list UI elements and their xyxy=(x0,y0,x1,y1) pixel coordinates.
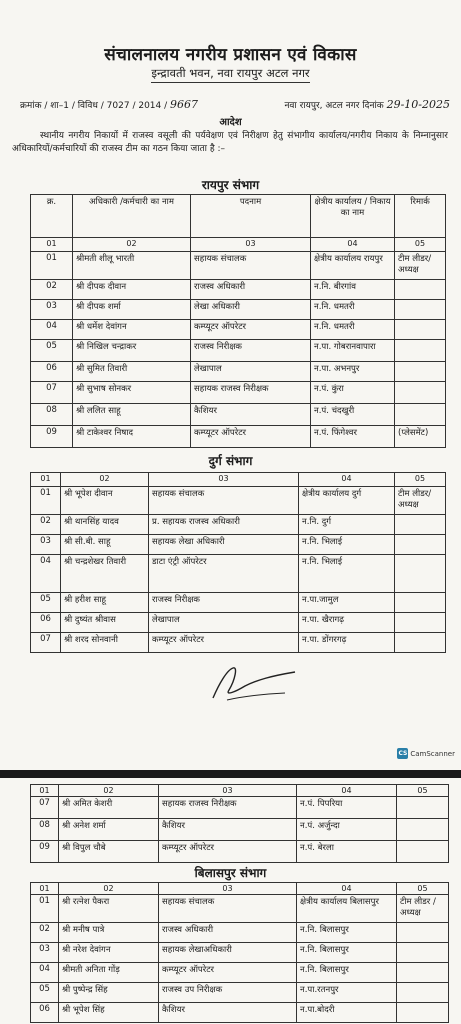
table-row xyxy=(31,963,449,983)
cell-office: न.नि. भिलाई xyxy=(299,555,395,593)
table-row xyxy=(31,487,446,515)
column-number: 02 xyxy=(61,473,149,487)
table-row xyxy=(31,797,449,819)
cell-office: क्षेत्रीय कार्यालय दुर्ग xyxy=(299,487,395,515)
camscanner-watermark: CS CamScanner xyxy=(398,749,455,758)
cell-designation: लेखा अधिकारी xyxy=(191,300,311,320)
cell-remark xyxy=(395,555,446,593)
cell-office: न.पा.बोदरी xyxy=(297,1003,397,1023)
camscanner-logo-icon: CS xyxy=(398,750,408,757)
table-row xyxy=(31,819,449,841)
cell-office: न.पं. कुंरा xyxy=(311,382,395,404)
cell-office: न.नि. बीरगांव xyxy=(311,280,395,300)
cell-office: न.नि. धमतरी xyxy=(311,300,395,320)
cell-office: न.नि. बिलासपुर xyxy=(297,923,397,943)
cell-name: श्री रत्नेश पैकरा xyxy=(59,895,159,923)
column-number: 01 xyxy=(31,883,59,895)
cell-name: श्री अनेश शर्मा xyxy=(59,819,159,841)
column-number: 03 xyxy=(191,238,311,252)
col-office: क्षेत्रीय कार्यालय / निकाय का नाम xyxy=(311,195,395,238)
table-row xyxy=(31,593,446,613)
cell-name: श्री टाकेश्वर निषाद xyxy=(73,426,191,448)
cell-office: न.नि. बिलासपुर xyxy=(297,963,397,983)
cell-remark xyxy=(395,613,446,633)
cell-designation: सहायक संचालक xyxy=(159,895,297,923)
table-row xyxy=(31,613,446,633)
cell-designation: कम्प्यूटर ऑपरेटर xyxy=(191,426,311,448)
cell-name: श्री शरद सोनवानी xyxy=(61,633,149,653)
department-title: संचालनालय नगरीय प्रशासन एवं विकास xyxy=(104,45,357,65)
table-row xyxy=(31,943,449,963)
cell-designation: राजस्व निरीक्षक xyxy=(191,340,311,362)
table-row xyxy=(31,841,449,863)
cell-serial: 02 xyxy=(31,280,73,300)
cell-remark xyxy=(395,280,446,300)
cell-serial: 07 xyxy=(31,633,61,653)
cell-remark xyxy=(397,983,449,1003)
cell-designation: कम्प्यूटर ऑपरेटर xyxy=(159,963,297,983)
cell-remark xyxy=(397,841,449,863)
reference-number: क्रमांक / शा–1 / विविध / 7027 / 2014 / xyxy=(20,101,170,111)
table-row xyxy=(31,535,446,555)
cell-designation: राजस्व निरीक्षक xyxy=(149,593,299,613)
cell-remark xyxy=(395,593,446,613)
cell-serial: 03 xyxy=(31,300,73,320)
cell-designation: सहायक लेखा अधिकारी xyxy=(149,535,299,555)
cell-designation: लेखापाल xyxy=(191,362,311,382)
cell-remark: टीम लीडर /अध्यक्ष xyxy=(397,895,449,923)
cell-serial: 07 xyxy=(31,382,73,404)
column-number: 05 xyxy=(397,785,449,797)
cell-designation: राजस्व अधिकारी xyxy=(159,923,297,943)
cell-office: न.नि. धमतरी xyxy=(311,320,395,340)
column-number: 04 xyxy=(299,473,395,487)
cell-designation: कम्प्यूटर ऑपरेटर xyxy=(191,320,311,340)
cell-office: न.नि. भिलाई xyxy=(299,535,395,555)
cell-designation: सहायक संचालक xyxy=(149,487,299,515)
cell-remark xyxy=(395,340,446,362)
department-address: इन्द्रावती भवन, नवा रायपुर अटल नगर xyxy=(0,66,461,81)
cell-designation: राजस्व उप निरीक्षक xyxy=(159,983,297,1003)
column-number: 03 xyxy=(149,473,299,487)
durg-team-table xyxy=(30,472,446,653)
table-row xyxy=(31,300,446,320)
cell-name: श्री भूपेश सिंह xyxy=(59,1003,159,1023)
cell-designation: डाटा एंट्री ऑपरेटर xyxy=(149,555,299,593)
cell-name: श्री हरीश साहू xyxy=(61,593,149,613)
cell-designation: सहायक लेखाअधिकारी xyxy=(159,943,297,963)
table-row xyxy=(31,280,446,300)
signature xyxy=(205,660,300,705)
table-row xyxy=(31,404,446,426)
cell-office: न.पं. चंदखुरी xyxy=(311,404,395,426)
cell-remark xyxy=(397,797,449,819)
cell-office: न.पा.जामुल xyxy=(299,593,395,613)
raipur-division-title: रायपुर संभाग xyxy=(201,178,260,192)
cell-remark: टीम लीडर/अध्यक्ष xyxy=(395,252,446,280)
reference-number-handwritten: 9667 xyxy=(170,98,198,111)
column-number: 01 xyxy=(31,473,61,487)
cell-name: श्री विपुल चौबे xyxy=(59,841,159,863)
cell-remark xyxy=(395,535,446,555)
column-number: 05 xyxy=(395,238,446,252)
cell-remark xyxy=(397,943,449,963)
table-row xyxy=(31,340,446,362)
table-row xyxy=(31,426,446,448)
cell-office: न.पा.रतनपुर xyxy=(297,983,397,1003)
cell-serial: 02 xyxy=(31,923,59,943)
cell-serial: 05 xyxy=(31,983,59,1003)
table-row xyxy=(31,320,446,340)
cell-name: श्री सुभाष सोनकर xyxy=(73,382,191,404)
cell-serial: 04 xyxy=(31,320,73,340)
column-number: 03 xyxy=(159,883,297,895)
table-row xyxy=(31,1003,449,1023)
cell-serial: 05 xyxy=(31,593,61,613)
cell-office: न.पा. अभनपुर xyxy=(311,362,395,382)
column-number-row xyxy=(31,785,449,797)
cell-designation: कैशियर xyxy=(159,1003,297,1023)
table-row xyxy=(31,252,446,280)
column-number: 03 xyxy=(159,785,297,797)
cell-name: श्री नरेश देवांगन xyxy=(59,943,159,963)
cell-name: श्री दीपक शर्मा xyxy=(73,300,191,320)
cell-serial: 08 xyxy=(31,404,73,426)
table-row xyxy=(31,923,449,943)
table-header-row xyxy=(31,195,446,238)
cell-designation: सहायक राजस्व निरीक्षक xyxy=(191,382,311,404)
cell-serial: 06 xyxy=(31,1003,59,1023)
cell-name: श्री भूपेश दीवान xyxy=(61,487,149,515)
cell-office: न.पा. डोंगरगढ़ xyxy=(299,633,395,653)
column-number: 04 xyxy=(297,883,397,895)
col-designation: पदनाम xyxy=(191,195,311,238)
cell-serial: 02 xyxy=(31,515,61,535)
table-row xyxy=(31,362,446,382)
cell-serial: 05 xyxy=(31,340,73,362)
cell-name: श्री दीपक दीवान xyxy=(73,280,191,300)
cell-remark: (प्लेसमेंट) xyxy=(395,426,446,448)
table-row xyxy=(31,895,449,923)
cell-designation: कम्प्यूटर ऑपरेटर xyxy=(149,633,299,653)
cell-serial: 08 xyxy=(31,819,59,841)
cell-name: श्री ललित साहू xyxy=(73,404,191,426)
cell-serial: 09 xyxy=(31,841,59,863)
document-page-2 xyxy=(0,778,461,1024)
durg-division-title: दुर्ग संभाग xyxy=(208,454,253,468)
table-row xyxy=(31,515,446,535)
column-number-row xyxy=(31,238,446,252)
cell-designation: कम्प्यूटर ऑपरेटर xyxy=(159,841,297,863)
bilaspur-team-table xyxy=(30,882,449,1023)
cell-serial: 06 xyxy=(31,613,61,633)
cell-remark xyxy=(395,382,446,404)
cell-serial: 06 xyxy=(31,362,73,382)
column-number: 05 xyxy=(397,883,449,895)
column-number: 04 xyxy=(311,238,395,252)
column-number: 02 xyxy=(73,238,191,252)
cell-office: न.नि. बिलासपुर xyxy=(297,943,397,963)
column-number: 04 xyxy=(297,785,397,797)
cell-office: न.पं. पिपरिया xyxy=(297,797,397,819)
cell-remark xyxy=(397,1003,449,1023)
cell-serial: 03 xyxy=(31,943,59,963)
column-number-row xyxy=(31,473,446,487)
cell-remark xyxy=(395,320,446,340)
cell-name: श्री दुष्यंत श्रीवास xyxy=(61,613,149,633)
table-row xyxy=(31,382,446,404)
cell-name: श्री सी.बी. साहू xyxy=(61,535,149,555)
cell-serial: 01 xyxy=(31,252,73,280)
cell-serial: 09 xyxy=(31,426,73,448)
page-top-edge xyxy=(0,0,461,3)
column-number: 01 xyxy=(31,238,73,252)
cell-name: श्रीमती अनिता गोंड़ xyxy=(59,963,159,983)
cell-office: न.पं. फिंगेश्वर xyxy=(311,426,395,448)
durg-team-table-continued xyxy=(30,784,449,863)
place-date: नवा रायपुर, अटल नगर दिनांक 29-10-2025 xyxy=(284,98,450,111)
table-row xyxy=(31,633,446,653)
bilaspur-division-title: बिलासपुर संभाग xyxy=(194,866,267,880)
cell-designation: सहायक राजस्व निरीक्षक xyxy=(159,797,297,819)
cell-office: न.पा. खैरागढ़ xyxy=(299,613,395,633)
raipur-team-table xyxy=(30,194,446,448)
cell-serial: 03 xyxy=(31,535,61,555)
column-number-row xyxy=(31,883,449,895)
cell-office: न.पा. गोबरानवापारा xyxy=(311,340,395,362)
cell-serial: 01 xyxy=(31,487,61,515)
table-row xyxy=(31,555,446,593)
cell-designation: कैशियर xyxy=(159,819,297,841)
column-number: 05 xyxy=(395,473,446,487)
cell-designation: राजस्व अधिकारी xyxy=(191,280,311,300)
cell-remark xyxy=(395,515,446,535)
cell-name: श्री निखिल चन्द्राकर xyxy=(73,340,191,362)
cell-office: न.पं. बेरला xyxy=(297,841,397,863)
cell-office: क्षेत्रीय कार्यालय रायपुर xyxy=(311,252,395,280)
cell-name: श्री चन्द्रशेखर तिवारी xyxy=(61,555,149,593)
cell-serial: 04 xyxy=(31,555,61,593)
cell-designation: लेखापाल xyxy=(149,613,299,633)
cell-name: श्री सुमित तिवारी xyxy=(73,362,191,382)
col-remark: रिमार्क xyxy=(395,195,446,238)
cell-name: श्री मनीष पात्रे xyxy=(59,923,159,943)
cell-remark xyxy=(395,633,446,653)
cell-office: न.पं. अर्जुन्दा xyxy=(297,819,397,841)
cell-name: श्री पुष्पेन्द्र सिंह xyxy=(59,983,159,1003)
cell-remark xyxy=(395,300,446,320)
col-serial: क्र. xyxy=(31,195,73,238)
cell-name: श्री अमित केशरी xyxy=(59,797,159,819)
column-number: 02 xyxy=(59,883,159,895)
cell-designation: प्र. सहायक राजस्व अधिकारी xyxy=(149,515,299,535)
order-heading: आदेश xyxy=(219,117,242,128)
cell-office: न.नि. दुर्ग xyxy=(299,515,395,535)
cell-serial: 04 xyxy=(31,963,59,983)
cell-remark xyxy=(397,923,449,943)
cell-name: श्रीमती शीलू भारती xyxy=(73,252,191,280)
cell-remark xyxy=(397,819,449,841)
cell-remark xyxy=(395,404,446,426)
reference-line xyxy=(20,98,450,111)
column-number: 01 xyxy=(31,785,59,797)
cell-designation: कैशियर xyxy=(191,404,311,426)
col-name: अधिकारी /कर्मचारी का नाम xyxy=(73,195,191,238)
cell-remark xyxy=(395,362,446,382)
order-date: 29-10-2025 xyxy=(386,98,450,111)
cell-name: श्री धर्मेश देवांगन xyxy=(73,320,191,340)
cell-name: श्री थानसिंह यादव xyxy=(61,515,149,535)
cell-designation: सहायक संचालक xyxy=(191,252,311,280)
table-row xyxy=(31,983,449,1003)
column-number: 02 xyxy=(59,785,159,797)
order-paragraph: स्थानीय नगरीय निकायों में राजस्व वसूली की पर्यवेक्षण एवं निरीक्षण हेतु संभागीय कार्यालय/नगरीय निकाय के निम्नानुसार अधिकारियों/कर्मचारियों की राजस्व टीम का गठन किया जाता है :– xyxy=(12,131,448,154)
cell-serial: 07 xyxy=(31,797,59,819)
cell-remark xyxy=(397,963,449,983)
cell-office: क्षेत्रीय कार्यालय बिलासपुर xyxy=(297,895,397,923)
cell-remark: टीम लीडर/अध्यक्ष xyxy=(395,487,446,515)
cell-serial: 01 xyxy=(31,895,59,923)
